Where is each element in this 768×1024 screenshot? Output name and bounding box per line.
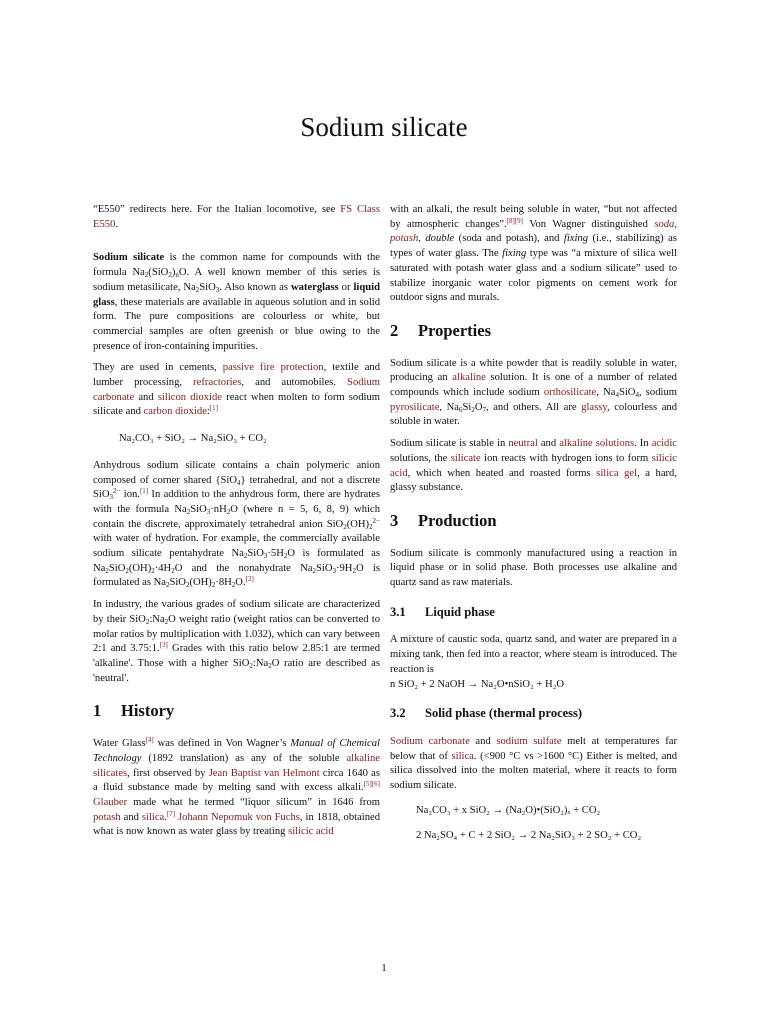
citation-link[interactable]: [2] (245, 575, 254, 584)
text: , colourless and soluble in water. (390, 401, 678, 428)
text: SiO (618, 387, 636, 399)
text: SiO (190, 503, 207, 515)
subscript: 2 (471, 405, 475, 414)
subscript: 2 (369, 522, 373, 531)
liquid-phase-paragraph (390, 633, 677, 677)
text: ) (171, 267, 176, 279)
link[interactable]: refractories (193, 377, 242, 389)
subscript: 3 (109, 493, 113, 502)
text: is the common name for compounds with the formula Na (93, 252, 380, 279)
subscript: 2 (171, 566, 175, 575)
text: ·9H (335, 562, 353, 574)
text: SiO (199, 281, 216, 293)
bold-term: waterglass (291, 281, 339, 293)
citation-link[interactable]: [8][9] (506, 216, 523, 225)
text: In industry, the various grades of sodium silicate are characterized by their SiO (93, 599, 380, 625)
text: , first observed by (127, 767, 209, 779)
text: type was “a mixture of silica well saturated with potash water glass and a sodium silicate” used to stabilize inorganic water color pigments on cement work for outdoor signs and murals. (390, 248, 677, 304)
text: , sodium (638, 387, 677, 399)
text: O ratio are described as 'neutral'. (93, 657, 380, 684)
hatnote (93, 203, 380, 232)
production-paragraph: Sodium silicate is commonly manufactured using a reaction in liquid phase or in solid phase. Both processes use alkaline and quartz sand as raw materials. (390, 547, 677, 589)
text: with water of hydration. For example, the commercially available sodium silicate pentahydrate Na (93, 533, 380, 560)
text: , and automobiles. (241, 377, 348, 389)
link[interactable]: silica gel (596, 467, 638, 479)
subscript: 2 (125, 566, 129, 575)
text: ·5H (267, 548, 284, 560)
text: Grades with this ratio below 2.85:1 are termed 'alkaline'. Those with a higher SiO (93, 643, 380, 669)
bold-term: Sodium silicate (93, 252, 165, 264)
subscript: 2 (243, 552, 248, 561)
text: (OH) (128, 562, 152, 574)
subscript: 2 (164, 617, 169, 626)
text: ion. (120, 489, 140, 501)
section-number: 2 (390, 320, 399, 340)
text: melt at temperatures far below that of (390, 735, 677, 762)
subsection-number: 3.1 (390, 604, 406, 619)
text: made what he termed “liquor silicum” in 1646 from (127, 796, 380, 808)
text: SiO (315, 562, 333, 574)
text: :Na (149, 613, 165, 625)
link[interactable]: silicate (450, 452, 481, 464)
text: , Na (596, 387, 616, 399)
subscript: 6 (459, 405, 463, 414)
text: or (338, 281, 354, 293)
subscript: 4 (635, 391, 639, 400)
equation: Na₂CO₃ + SiO₂ → Na₂SiO₃ + CO₂ (119, 433, 267, 445)
link[interactable]: glassy (581, 401, 607, 413)
superscript: 2− (372, 516, 380, 525)
link[interactable]: alkaline solutions (559, 438, 635, 450)
section-title: History (121, 701, 175, 721)
subscript: 2 (186, 507, 191, 516)
properties-paragraph-2 (390, 437, 677, 496)
text: . In (634, 438, 652, 450)
text: O is formulated as Na (93, 562, 380, 589)
italic-term: double (425, 233, 455, 245)
text: (soda and potash), and (454, 233, 564, 245)
equation: 2 Na₂SO₄ + C + 2 SiO₂ → 2 Na₂SiO₃ + 2 SO₂ + CO₂ (416, 829, 642, 841)
link[interactable]: neutral (508, 438, 538, 450)
link[interactable]: alkaline silicates (93, 752, 380, 779)
hatnote-link[interactable]: FS Class E550 (93, 204, 380, 230)
subscript: 2 (211, 581, 216, 590)
text: , (418, 233, 426, 245)
text: ·nH (210, 503, 227, 515)
link[interactable]: Glauber (93, 796, 128, 808)
citation-link[interactable]: [4] (145, 736, 154, 745)
properties-paragraph-1 (390, 357, 677, 431)
text: . (<900 °C vs >1600 °C) Either is melted, and silica dissolved into the molten material, where it reacts to form sodium silicate. (390, 750, 677, 792)
link[interactable]: carbon dioxide (143, 406, 207, 418)
citation-link[interactable]: [5][6] (363, 780, 380, 789)
text: O (474, 401, 483, 413)
section-heading-production (390, 510, 677, 530)
italic-term: fixing (502, 248, 527, 260)
text: O (where n = 5, 6, 8, 9) which contain the discrete, approximately tetrahedral anion SiO (93, 503, 380, 530)
subsection-heading-solid-phase (390, 706, 677, 721)
text: Water Glass (93, 738, 146, 750)
text: (OH) (346, 518, 370, 530)
link[interactable]: sodium sulfate (496, 735, 562, 747)
text: and (537, 438, 560, 450)
text: O weight ratio (weight ratios can be converted to molar ratios by multiplication with 1.032), which can vary between 2:1 and 3.75:1. (93, 613, 381, 655)
text: } tetrahedral, and not a discrete SiO (93, 474, 380, 501)
subscript: 2 (151, 566, 155, 575)
page-title: Sodium silicate (300, 112, 468, 142)
citation-link[interactable]: [1] (209, 404, 218, 413)
text: solution. It is one of a number of related compounds which include sodium (390, 372, 677, 399)
subscript: 2 (145, 617, 150, 626)
text: , Na (439, 401, 459, 413)
text: O. A well known member of this series is sodium metasilicate, Na (93, 267, 380, 293)
bold-term: liquid glass (93, 281, 380, 308)
subscript: 2 (168, 271, 172, 280)
text: , these materials are available in aqueous solution and in solid form. The pure compositions are colourless or white, but commercial samples are often greenish or blue owing to the presence of iron-containing impurities. (93, 296, 380, 352)
text: Sodium silicate is stable in (390, 438, 509, 450)
subscript: 2 (231, 581, 236, 590)
section-title: Properties (418, 320, 492, 340)
text: , a hard, glassy substance. (390, 467, 677, 494)
link[interactable]: passive fire protection (222, 362, 324, 374)
section-number: 3 (390, 510, 399, 530)
subscript: 3 (215, 285, 220, 294)
intro-paragraph-3 (93, 459, 380, 591)
link[interactable]: Jean Baptist van Helmont (208, 767, 320, 779)
text: solutions, the (390, 452, 451, 464)
text: O. (235, 577, 246, 589)
link[interactable]: Johann Nepomuk von Fuchs (178, 811, 300, 823)
intro-paragraph-4 (93, 598, 380, 686)
subscript: 2 (185, 581, 190, 590)
text: Si (462, 401, 472, 413)
subscript: 3 (206, 507, 211, 516)
subsection-heading-liquid-phase (390, 605, 677, 620)
citation-link[interactable]: [7] (166, 809, 176, 818)
text: react when molten to form sodium silicate and (93, 391, 380, 418)
left-column (93, 203, 380, 847)
text: , in 1818, obtained what is now known as water glass by treating (93, 811, 380, 838)
intro-paragraph-1 (93, 251, 380, 354)
section-heading-history (93, 701, 380, 721)
text: , and others. All are (486, 401, 582, 413)
right-column (390, 203, 677, 853)
text: O is formulated as Na (93, 548, 380, 574)
text: and (469, 735, 497, 747)
subscript: 2 (312, 566, 316, 575)
section-heading-properties (390, 320, 677, 340)
subscript: 4 (615, 391, 619, 400)
link[interactable]: potash (390, 233, 419, 245)
text: (SiO (148, 267, 169, 279)
subscript: 2 (144, 271, 149, 280)
text: :Na (252, 657, 269, 669)
subscript: 4 (237, 478, 241, 487)
italic-term: fixing (563, 233, 589, 245)
link[interactable]: Sodium carbonate (93, 377, 381, 403)
text: . Also known as (219, 281, 291, 293)
section-title: Production (418, 510, 497, 530)
subscript: 3 (263, 552, 268, 561)
text: : (206, 406, 210, 418)
subscript: 2 (343, 522, 347, 531)
subsection-title: Solid phase (thermal process) (425, 706, 583, 721)
link[interactable]: silicic acid (288, 826, 334, 838)
text: and (120, 811, 142, 823)
text: . (164, 811, 167, 823)
history-paragraph-continued (390, 203, 677, 306)
text: , (674, 218, 677, 230)
link[interactable]: silica (141, 811, 165, 823)
history-paragraph (93, 737, 380, 840)
hatnote-text: “E550” redirects here. For the Italian locomotive, see (93, 204, 341, 215)
equation: n SiO₂ + 2 NaOH → Na₂O•nSiO₂ + H₂O (390, 678, 565, 690)
subscript: 2 (352, 566, 356, 575)
text: ·4H (154, 562, 172, 574)
subsection-title: Liquid phase (425, 604, 495, 619)
subscript: 2 (226, 507, 231, 516)
subscript: 2 (283, 552, 288, 561)
text: (i.e., stabilizing) as types of water glass. The (390, 233, 677, 260)
text: SiO (247, 548, 264, 560)
subscript: 3 (332, 566, 336, 575)
subscript: 2 (195, 285, 200, 294)
link[interactable]: silicic acid (390, 452, 677, 479)
subscript: 7 (482, 405, 486, 414)
subscript: 2 (249, 661, 253, 670)
section-number: 1 (93, 701, 102, 721)
text: (1892 translation) as any of the soluble (141, 752, 347, 764)
text: was defined in Von Wagner’s (153, 738, 291, 750)
text: with an alkali, the result being soluble in water, “but not affected by atmospheric changes”. (390, 204, 677, 230)
equation: Na₂CO₃ + x SiO₂ → (Na₂O)•(SiO₂)ₓ + CO₂ (416, 804, 601, 816)
citation-link[interactable]: [3] (159, 641, 168, 650)
text: , which when heated and roasted forms (407, 467, 597, 479)
subscript: 2 (165, 581, 170, 590)
link[interactable]: orthosilicate (543, 387, 597, 399)
link[interactable]: pyrosilicate (390, 401, 440, 413)
solid-phase-paragraph (390, 735, 677, 794)
link[interactable]: potash (93, 811, 121, 823)
text: (OH) (189, 577, 212, 589)
link[interactable]: Sodium carbonate (390, 735, 470, 747)
text: and (134, 391, 158, 403)
link[interactable]: silica (451, 750, 474, 762)
text: ·8H (215, 577, 232, 589)
text: O and the nonahydrate Na (174, 562, 313, 574)
subscript: 2 (105, 566, 109, 575)
text: Sodium silicate is a white powder that is readily soluble in water, producing an (390, 357, 677, 384)
text: SiO (169, 577, 186, 589)
text: A mixture of caustic soda, quartz sand, and water are prepared in a mixing tank, then fed into a reactor, where steam is introduced. The reaction is (390, 634, 677, 675)
superscript: 2− (113, 487, 121, 496)
subscript: n (175, 271, 179, 280)
link[interactable]: soda (654, 218, 675, 230)
intro-paragraph-2 (93, 361, 380, 420)
link[interactable]: acidic (651, 438, 677, 450)
text: circa 1640 as a fluid substance made by melting sand with excess alkali. (93, 767, 380, 794)
page-number: 1 (381, 962, 387, 974)
hatnote-text-end: . (115, 218, 119, 230)
text: Von Wagner distinguished (523, 218, 655, 230)
text: In addition to the anhydrous form, there are hydrates with the formula Na (93, 489, 380, 515)
link[interactable]: alkaline (452, 372, 486, 384)
citation-link[interactable]: [1] (139, 487, 149, 496)
text: They are used in cements, (93, 362, 223, 374)
subscript: 2 (268, 661, 272, 670)
italic-title: Manual of Chemical Technology (93, 738, 380, 764)
text: ion reacts with hydrogen ions to form (480, 452, 652, 464)
link[interactable]: silicon dioxide (157, 391, 223, 403)
text: SiO (108, 562, 126, 574)
subsection-number: 3.2 (390, 706, 406, 721)
text: , textile and lumber processing, (93, 362, 380, 389)
text: Anhydrous sodium silicate contains a chain polymeric anion composed of corner shared {SiO (93, 459, 380, 486)
